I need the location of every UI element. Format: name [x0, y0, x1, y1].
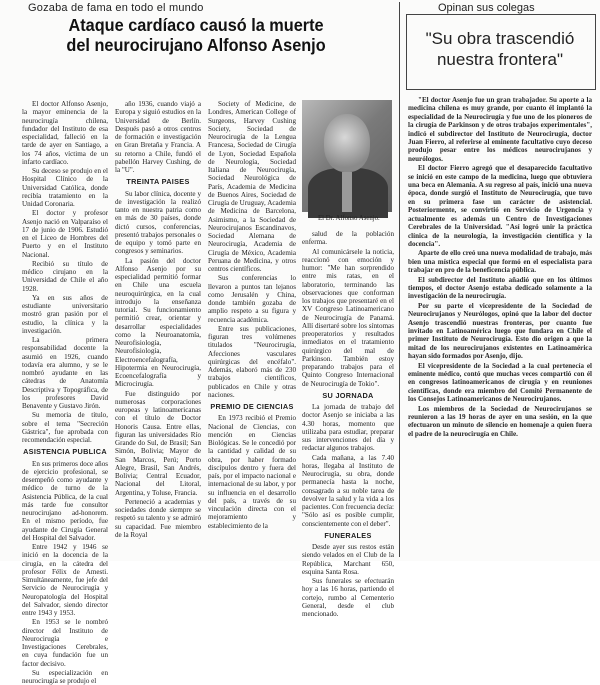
section-heading: ASISTENCIA PUBLICA	[23, 447, 107, 457]
headline-line-2: del neurocirujano Alfonso Asenjo	[66, 35, 326, 55]
article-column-4	[302, 230, 394, 618]
paragraph: salud de la población enferma.	[302, 230, 394, 247]
paragraph: Al comunicársele la noticia, reaccionó con emoción y humor: "Me han sorprendido entre mis ratas, en el laboratorio, terminando las observaciones que conforman los trabajos que presentaré en el XV Congreso Latinoamericano de Neurocirugía de Panamá. Allí disertaré sobre los síntomas preoperatorios y resultados inmediatos en el tratamiento quirúrgico del mal de Parkinson. También estoy preparando trabajos para el Quinto Congreso Internacional de Neurocirugía de Tokio".	[302, 247, 394, 388]
paragraph: En 1953 se le nombró director del Instituto de Neurocirugía e Investigaciones Cerebrales, en cuya fundación fue un factor decisivo.	[22, 618, 108, 668]
paragraph: Sus funerales se efectuarán hoy a las 16 horas, partiendo el cortejo, rumbo al Cementerio General, desde el club mencionado.	[302, 577, 394, 618]
sidebar-headline	[406, 28, 594, 70]
paragraph: "El doctor Asenjo fue un gran trabajador. Su aporte a la medicina chilena es muy grande, por cuanto él implantó la especialidad de la Neurocirugía y fue uno de los pioneros de la cirugía de Parkinson y de otros trabajos experimentales", indicó el subdirector del Instituto de Neurocirugía, doctor Juan Fierro, al referirse al eminente facultativo cuyo deceso produjo pesar entre los médicos neurocirujanos y neurólogos.	[408, 96, 592, 163]
section-heading: PREMIO DE CIENCIAS	[210, 402, 294, 411]
paragraph: Su labor clínica, docente y de investigación la realizó tanto en nuestra patria como en más de 30 países, donde dictó cursos, conferencias, presentó trabajos personales o de equipo y tomó parte en congresos y seminarios.	[115, 189, 201, 256]
headline-line-1: Ataque cardíaco causó la muerte	[68, 15, 324, 35]
sidebar-headline-line-1: "Su obra trascendió	[425, 29, 575, 48]
paragraph: Perteneció a academias y sociedades donde siempre se respetó su talento y se admiró su capacidad. Fue miembro de la Royal	[115, 497, 201, 539]
paragraph: Entre sus publicaciones, figuran tres volúmenes titulados "Neurocirugía, Afecciones vasculares quirúrgicas del encéfalo". Además, elaboró más de 230 trabajos científicos, publicados en Chile y otras naciones.	[208, 324, 296, 399]
photo-figure-tie	[342, 172, 352, 212]
article-column-1	[22, 100, 108, 685]
sidebar-kicker: Opinan sus colegas	[438, 2, 535, 14]
paragraph: Desde ayer sus restos están siendo velados en el Club de la República, Marchant 650, esquina Santa Rosa.	[302, 543, 394, 576]
paragraph: Cada mañana, a las 7.40 horas, llegaba al Instituto de Neurocirugía, su obra, donde permanecía hasta la noche, consagrado a su noble tarea de devolver la salud y la vida a los pacientes. Con frecuencia decía: "Sólo así es posible cumplir, conscientemente con el deber".	[302, 453, 394, 528]
section-heading: TREINTA PAISES	[126, 177, 190, 187]
section-heading: SU JORNADA	[322, 390, 374, 400]
paragraph: El vicepresidente de la Sociedad a la cual pertenecía el eminente médico, contó que muchas veces compartió con él en congresos latinoamericanos de cirugía y en reuniones científicas, donde era miembro del Comité Permanente de los Consejos Latinoamericanos de Neurocirujanos.	[408, 361, 592, 404]
paragraph: La jornada de trabajo del doctor Asenjo se iniciaba a las 4.30 horas, momento que utilizaba para estudiar, preparar sus intervenciones del día y redactar algunos trabajos.	[302, 403, 394, 453]
paragraph: El doctor Alfonso Asenjo, la mayor eminencia de la neurocirugía chilena, fundador del Instituto de esa especialidad, falleció en la tarde de ayer en Santiago, a los 74 años, víctima de un infarto cardíaco.	[22, 100, 108, 166]
paragraph: Su deceso se produjo en el Hospital Clínico de la Universidad Católica, donde recibía tratamiento en la Unidad Coronaria.	[22, 167, 108, 208]
paragraph: Aparte de ello creó una nueva modalidad de trabajo, más bien una mística especial que formó en el especialista para trabajar en pro de la beneficencia pública.	[408, 249, 592, 275]
paragraph: En 1973 recibió el Premio Nacional de Ciencias, con mención en Ciencias Biológicas. Se le concedió por la cantidad y calidad de su obra, por haber formado discípulos dentro y fuera del país, por el impacto nacional e internacional de su labor, y por su influencia en el desarrollo del país, a través de su vinculación directa con el mejoramiento y establecimiento de la	[208, 414, 296, 530]
column-divider	[399, 2, 400, 557]
article-column-2	[115, 100, 201, 555]
paragraph: Los miembros de la Sociedad de Neurocirujanos se reunieron a las 19 horas de ayer en una sesión, en la que efectuaron un minuto de silencio en homenaje a quien fuera el padre de la neurocirugía en Chile.	[408, 404, 592, 438]
paragraph: año 1936, cuando viajó a Europa y siguió estudios en la Universidad de Berlín. Después pasó a otros centros de formación e investigación en Gran Bretaña y Francia. A su retorno a Chile, fundó el pabellón Harvey Cushing, de la "U".	[115, 100, 201, 174]
paragraph: En sus primeros doce años de ejercicio profesional, se desempeñó como ayudante y médico de turno de la Asistencia Pública, de la cual más tarde fue consultor neurocirujano ad-honorem. En el mismo período, fue ayudante de Cirugía General del Hospital del Salvador.	[22, 459, 108, 542]
article-column-3	[208, 100, 296, 555]
article-kicker: Gozaba de fama en todo el mundo	[28, 2, 204, 14]
paragraph: Su memoria de título, sobre el tema "Secreción Gástrica", fue aprobada con recomendación especial.	[22, 411, 108, 444]
paragraph: Su especialización en neurocirugía se produjo el	[22, 668, 108, 685]
paragraph: El doctor Fierro agregó que el desaparecido facultativo se inició en este campo de la medicina, luego que obtuviera una beca en Alemania. A su regreso al país, inició una nueva época, donde surgió el Instituto de Neurocirugía, que tuvo en su primera fase un carácter de asistencial. Posteriormente, se convirtió en Servicio de Urgencia y actualmente es además un Centro de Investigaciones Cerebrales de la Universidad. "Así logró unir la práctica clínica de la neurología, la investigación científica y la docencia".	[408, 164, 592, 248]
paragraph: La primera responsabilidad docente la asumió en 1926, cuando todavía era alumno, y se le nombró ayudante en las cátedras de Anatomía Descriptiva y Topográfica, de los profesores David Benavente y Gustavo Jirón.	[22, 336, 108, 410]
paragraph: El doctor y profesor Asenjo nació en Valparaíso el 17 de junio de 1906. Estudió en el Liceo de Hombres del Puerto y en el Instituto Nacional.	[22, 209, 108, 259]
sidebar-column	[408, 96, 592, 556]
sidebar-headline-line-2: nuestra frontera"	[436, 50, 564, 69]
photo-figure-head	[324, 114, 370, 172]
paragraph: Society of Medicine, de Londres, American College of Surgeons, Harvey Cushing Society, Sociedad de Neurocirugía de la Lengua Francesa, Sociedad de Cirugía de Lyon, Sociedad Española de Neurología, Sociedad Italiana de Neurocirugía, Sociedad Neurológica de París, Academia de Medicina de Buenos Aires, Sociedad de Cirugía de Uruguay, Academia de Medicina de Barcelona, Asimismo, a la Sociedad de Neurocirujanos Escandinavos, Sociedad Alemana de Neurocirugía, Academia de Cirugía de México, Academia Peruana de Medicina, y otros centros científicos.	[208, 100, 296, 273]
paragraph: El subdirector del Instituto añadió que en los últimos tiempos, el doctor Asenjo estaba dedicado solamente a la investigación de la neurocirugía.	[408, 275, 592, 301]
portrait-photo	[302, 100, 392, 212]
article-headline	[24, 15, 368, 55]
paragraph: Recibió su título de médico cirujano en la Universidad de Chile el año 1928.	[22, 259, 108, 293]
paragraph: Fue distinguido por numerosas corporaciones europeas y latinoamericanas con el título de Doctor Honoris Causa. Entre ellas, figuran las universidades Río Grande do Sul, de Brasil; San Simón, Bolivia; Mayor de San Marcos, Perú; Porto Alegre, Brasil, San Andrés, Bolivia; Central Ecuador, Nacional del Litoral, Argentina, y Toluse, Francia.	[115, 389, 201, 497]
paragraph: La pasión del doctor Alfonso Asenjo por su especialidad permitió formar en Chile una escuela neuroquirúrgica, en la cual introdujo la enseñanza tutorial. Su funcionamiento permitió crear, orientar y desarrollar especialidades como la Neuroanatomía, Neurofisiología, Neurofisiología, Electroencefalografía, Hipotermia en Neurocirugía, Ecoencefalografía y Microcirugía.	[115, 256, 201, 389]
paragraph: Entre 1942 y 1946 se inició en la docencia de la cirugía, en la cátedra del profesor Félix de Amesti. Simultáneamente, fue jefe del Servicio de Neurocirugía y Neuropatología del Hospital del Salvador, siendo director entre 1943 y 1953.	[22, 543, 108, 617]
photo-caption: El Dr. Alfonso Asenjo.	[318, 215, 380, 222]
paragraph: Ya en sus años de estudiante universitario mostró gran pasión por el estudio, la clínica y la investigación.	[22, 293, 108, 335]
paragraph: Sus conferencias lo llevaron a puntos tan lejanos como Jerusalén y China, donde también gozaba de amplio respeto a su figura y recuencia académica.	[208, 274, 296, 324]
section-heading: FUNERALES	[324, 530, 372, 540]
paragraph: Por su parte el vicepresidente de la Sociedad de Neurocirujanos y Neurólogos, opinó que la labor del doctor Asenjo trascendió nuestras fronteras, por cuanto fue invitado en Latinoamérica luego que fundara en Chile el primer Instituto de Neurocirugía. Esto dio origen a que la mitad de los neurocirujanos existentes en Latinoamérica hayan sido formados por Asenjo, dijo.	[408, 301, 592, 361]
